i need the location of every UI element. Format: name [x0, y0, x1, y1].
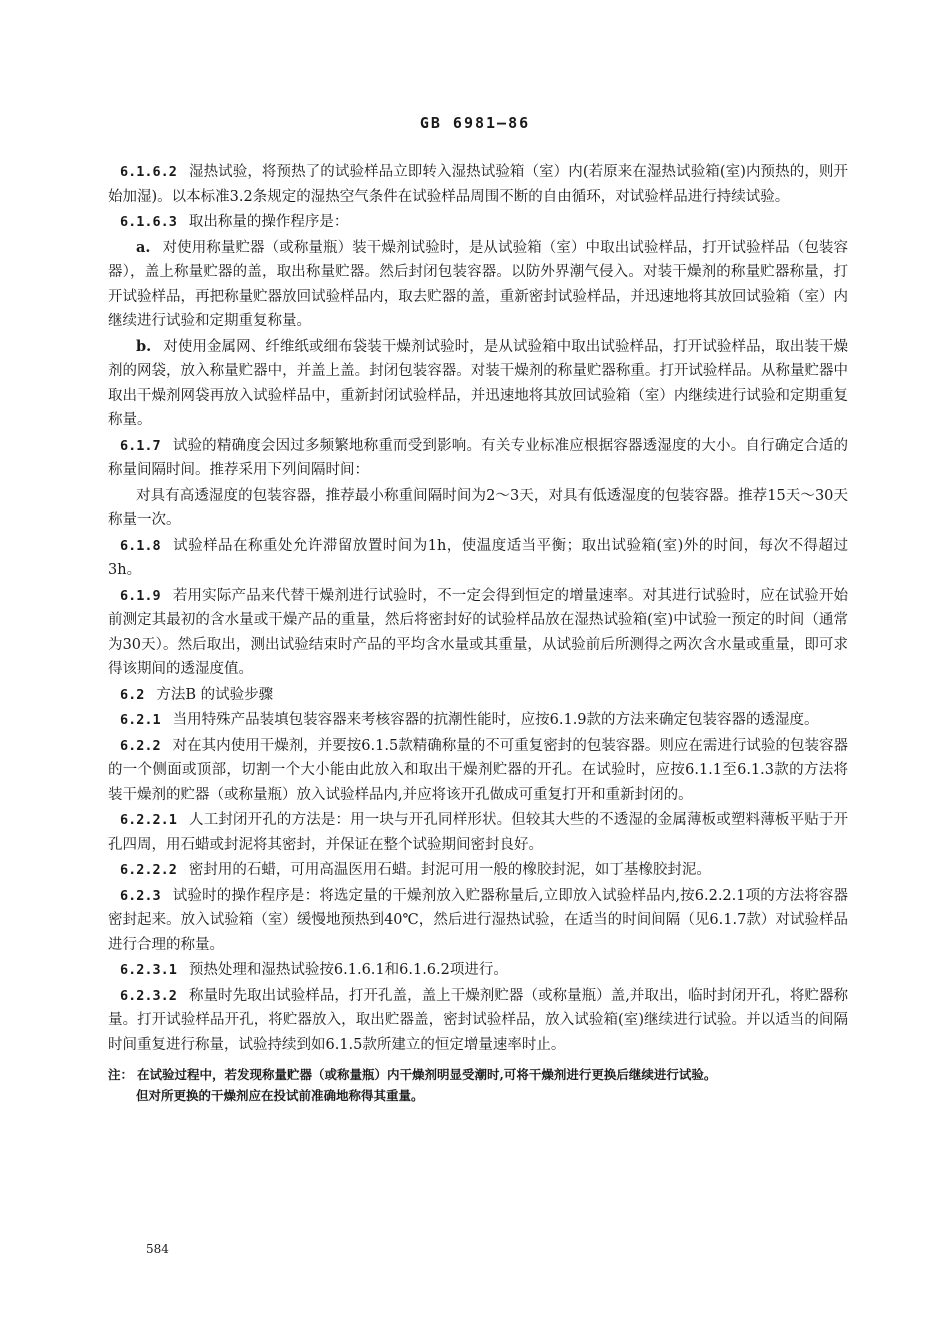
clause-number: 6.2.3.2 — [120, 987, 177, 1004]
note-label: 注： — [108, 1067, 134, 1082]
paragraph-6-2-2-2 — [108, 858, 848, 883]
paragraph-6-1-6-2 — [108, 160, 848, 209]
paragraph-6-2-3-2 — [108, 984, 848, 1058]
item-label: b. — [136, 337, 152, 355]
clause-text: 试验样品在称重处允许滞留放置时间为1h，使温度适当平衡；取出试验箱(室)外的时间，每次不得超过3h。 — [108, 537, 848, 578]
note-line-1: 在试验过程中，若发现称量贮器（或称量瓶）内干燥剂明显受潮时,可将干燥剂进行更换后继续进行试验。 — [137, 1067, 717, 1082]
clause-number: 6.2.2.1 — [120, 812, 177, 828]
paragraph-6-2-3 — [108, 884, 848, 958]
clause-number: 6.2.1 — [120, 712, 161, 728]
note — [108, 1065, 848, 1085]
clause-text: 预热处理和湿热试验按6.1.6.1和6.1.6.2项进行。 — [188, 962, 508, 978]
paragraph-6-2 — [108, 683, 848, 708]
clause-number: 6.1.6.2 — [120, 164, 177, 180]
paragraph-item-a — [108, 236, 848, 334]
paragraph-6-2-3-1 — [108, 958, 848, 983]
clause-number: 6.2 — [120, 686, 145, 703]
document-body — [108, 160, 848, 1106]
clause-text: 取出称量的操作程序是： — [188, 214, 349, 230]
paragraph-6-1-7 — [108, 434, 848, 483]
clause-text: 对在其内使用干燥剂，并要按6.1.5款精确称量的不可重复密封的包装容器。则应在需进行试验的包装容器的一个侧面或顶部，切割一个大小能由此放入和取出干燥剂贮器的开孔。在试验时，应按6.1.1至6.1.3款的方法将装干燥剂的贮器（或称量瓶）放入试验样品内,并应将该开孔做成可重复打开和重新封闭的。 — [108, 737, 848, 803]
item-text: 对使用称量贮器（或称量瓶）装干燥剂试验时，是从试验箱（室）中取出试验样品，打开试验样品（包装容器），盖上称量贮器的盖，取出称量贮器。然后封闭包装容器。以防外界潮气侵入。对装干燥剂的称量贮器称量，打开试验样品，再把称量贮器放回试验样品内，取去贮器的盖，重新密封试验样品，并迅速地将其放回试验箱（室）内继续进行试验和定期重复称量。 — [108, 239, 848, 329]
clause-number: 6.2.3 — [120, 887, 161, 904]
clause-number: 6.1.7 — [120, 437, 161, 454]
clause-text: 若用实际产品来代替干燥剂进行试验时，不一定会得到恒定的增量速率。对其进行试验时，应在试验开始前测定其最初的含水量或干燥产品的重量，然后将密封好的试验样品放在湿热试验箱(室)中试验一预定的时间（通常为30天）。然后取出，测出试验结束时产品的平均含水量或其重量，从试验前后所测得之两次含水量或重量，即可求得该期间的透湿度值。 — [108, 587, 848, 677]
item-text: 对使用金属网、纤维纸或细布袋装干燥剂试验时，是从试验箱中取出试验样品，打开试验样品，取出装干燥剂的网袋，放入称量贮器中，并盖上盖。封闭包装容器。对装干燥剂的称量贮器称重。打开试验样品。从称量贮器中取出干燥剂网袋再放入试验样品中，重新封闭试验样品，并迅速地将其放回试验箱（室）内继续进行试验和定期重复称量。 — [108, 338, 848, 428]
standard-code-header: GB 6981—86 — [419, 114, 531, 132]
paragraph-6-2-2 — [108, 734, 848, 808]
clause-number: 6.2.2 — [120, 737, 161, 754]
paragraph-6-1-6-3 — [108, 210, 848, 235]
clause-text: 称量时先取出试验样品，打开孔盖，盖上干燥剂贮器（或称量瓶）盖,并取出，临时封闭开孔，将贮器称量。打开试验样品开孔，将贮器放入，取出贮器盖，密封试验样品，放入试验箱(室)继续进行试验。并以适当的间隔时间重复进行称量，试验持续到如6.1.5款所建立的恒定增量速率时止。 — [108, 987, 848, 1053]
clause-text: 密封用的石蜡，可用高温医用石蜡。封泥可用一般的橡胶封泥，如丁基橡胶封泥。 — [188, 862, 711, 878]
clause-text: 当用特殊产品装填包装容器来考核容器的抗潮性能时，应按6.1.9款的方法来确定包装容器的透湿度。 — [172, 712, 819, 728]
clause-text: 湿热试验，将预热了的试验样品立即转入湿热试验箱（室）内(若原来在湿热试验箱(室)内预热的，则开始加湿)。以本标准3.2条规定的湿热空气条件在试验样品周围不断的自由循环，对试验样品进行持续试验。 — [108, 164, 848, 205]
paragraph-6-2-1 — [108, 708, 848, 733]
clause-number: 6.1.9 — [120, 587, 161, 604]
paragraph-interval-recommendation — [108, 484, 848, 533]
item-label: a. — [136, 238, 151, 256]
paragraph-6-1-9 — [108, 584, 848, 682]
clause-text: 方法B 的试验步骤 — [156, 686, 274, 703]
clause-text: 对具有高透湿度的包装容器，推荐最小称重间隔时间为2～3天，对具有低透湿度的包装容器。推荐15天～30天称量一次。 — [108, 487, 848, 528]
clause-text: 人工封闭开孔的方法是：用一块与开孔同样形状。但较其大些的不透湿的金属薄板或塑料薄板平贴于开孔四周，用石蜡或封泥将其密封，并保证在整个试验期间密封良好。 — [108, 812, 848, 853]
clause-number: 6.2.3.1 — [120, 962, 177, 978]
clause-number: 6.1.6.3 — [120, 214, 177, 230]
paragraph-item-b — [108, 335, 848, 433]
page-number: 584 — [146, 1242, 169, 1256]
paragraph-6-1-8 — [108, 534, 848, 583]
clause-number: 6.1.8 — [120, 537, 161, 554]
note-line-2: 但对所更换的干燥剂应在投试前准确地称得其重量。 — [136, 1088, 424, 1103]
clause-number: 6.2.2.2 — [120, 862, 177, 878]
paragraph-6-2-2-1 — [108, 808, 848, 857]
clause-text: 试验时的操作程序是：将选定量的干燥剂放入贮器称量后,立即放入试验样品内,按6.2.2.1项的方法将容器密封起来。放入试验箱（室）缓慢地预热到40℃，然后进行湿热试验，在适当的时间间隔（见6.1.7款）对试验样品进行合理的称量。 — [108, 887, 848, 953]
clause-text: 试验的精确度会因过多频繁地称重而受到影响。有关专业标准应根据容器透湿度的大小。自行确定合适的称量间隔时间。推荐采用下列间隔时间： — [108, 437, 848, 478]
